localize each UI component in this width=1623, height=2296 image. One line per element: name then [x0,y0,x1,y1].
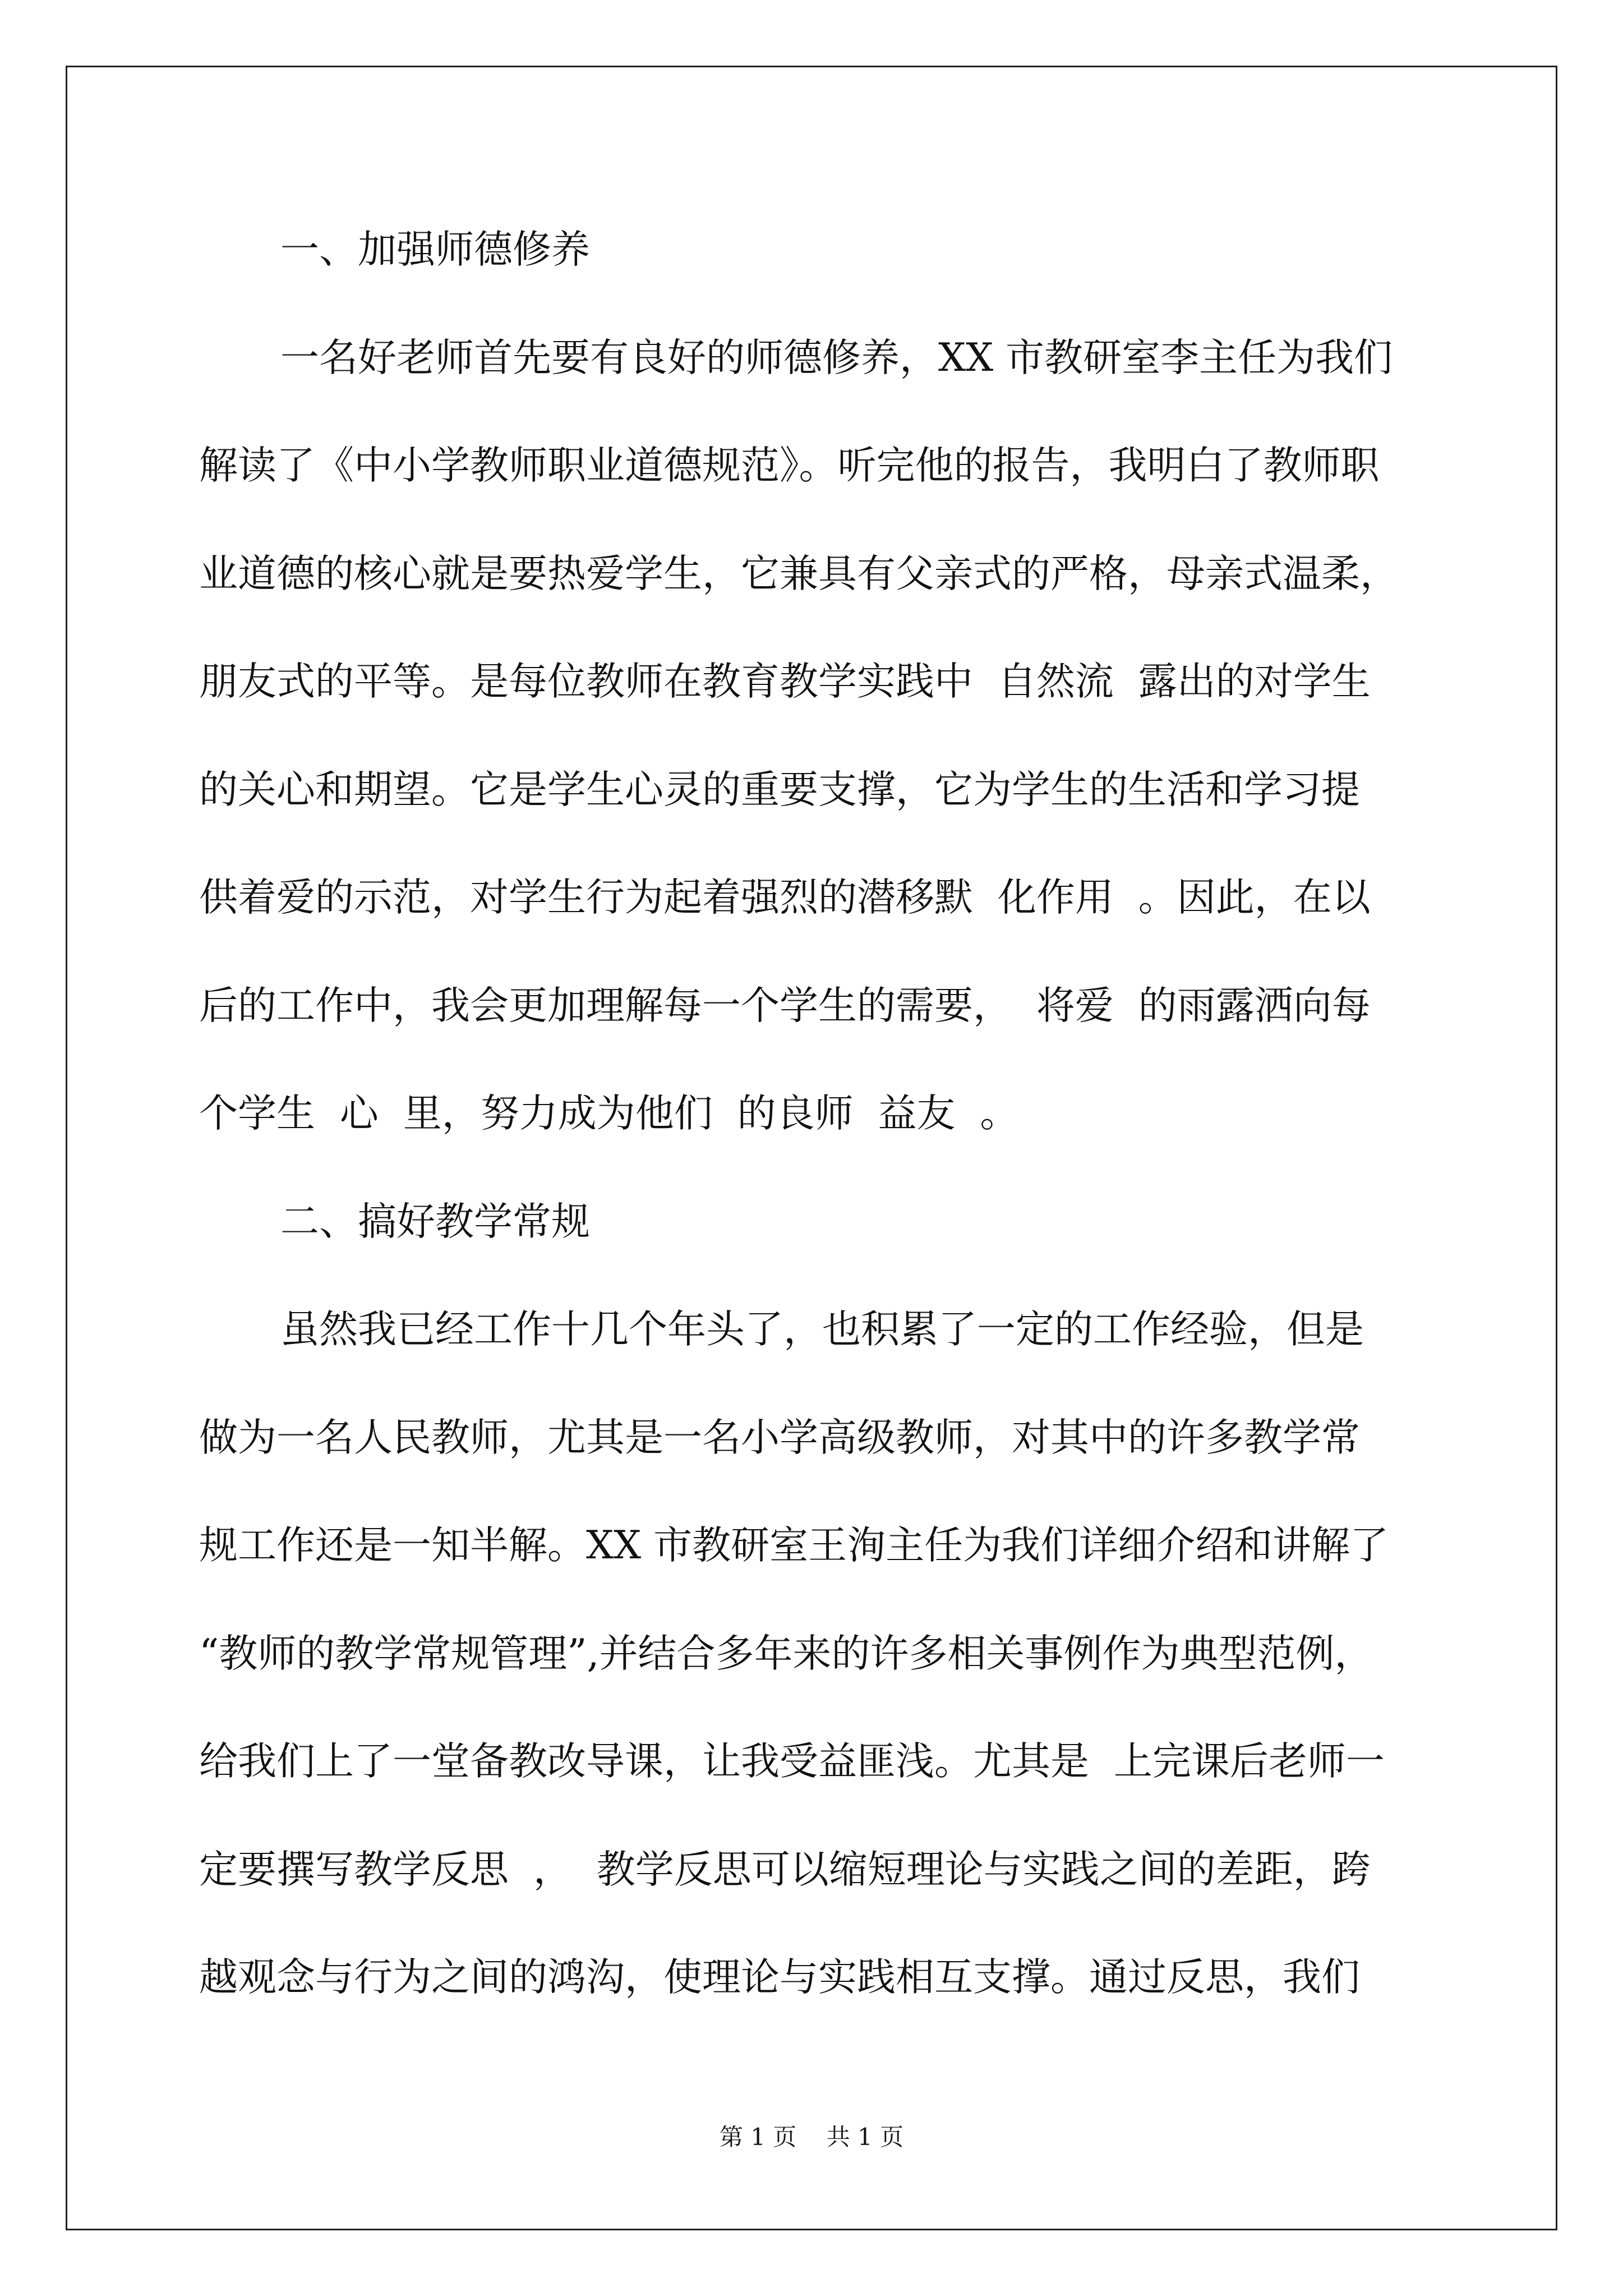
paragraph-line: “教师的教学常规管理”,并结合多年来的许多相关事例作为典型范例， [199,1631,1373,1676]
paragraph-line: 业道德的核心就是要热爱学生，它兼具有父亲式的严格，母亲式温柔， [199,551,1399,596]
paragraph-line: 一名好老师首先要有良好的师德修养，XX 市教研室李主任为我们 [280,335,1393,380]
paragraph-line: 规工作还是一知半解。XX 市教研室王洵主任为我们详细介绍和讲解了 [199,1523,1389,1568]
paragraph-line: 给我们上了一堂备教改导课，让我受益匪浅。尤其是 上完课后老师一 [199,1739,1385,1784]
paragraph-line: 越观念与行为之间的鸿沟，使理论与实践相互支撑。通过反思，我们 [199,1955,1360,2000]
paragraph-line: 后的工作中，我会更加理解每一个学生的需要， 将爱 的雨露洒向每 [199,983,1371,1028]
paragraph-line: 供着爱的示范，对学生行为起着强烈的潜移默 化作用 。因此，在以 [199,875,1371,920]
section-heading-2: 二、搞好教学常规 [280,1199,590,1244]
paragraph-line: 虽然我已经工作十几个年头了，也积累了一定的工作经验，但是 [280,1307,1364,1352]
page-footer: 第 1 页 共 1 页 [719,2123,904,2151]
paragraph-line: 定要撰写教学反思 ， 教学反思可以缩短理论与实践之间的差距，跨 [199,1847,1371,1892]
section-heading-1: 一、加强师德修养 [280,227,590,272]
paragraph-line: 个学生 心 里，努力成为他们 的良师 益友 。 [199,1091,1019,1136]
paragraph-line: 做为一名人民教师，尤其是一名小学高级教师，对其中的许多教学常 [199,1415,1360,1460]
paragraph-line: 朋友式的平等。是每位教师在教育教学实践中 自然流 露出的对学生 [199,659,1371,704]
paragraph-line: 解读了《中小学教师职业道德规范》。听完他的报告，我明白了教师职 [199,443,1380,488]
paragraph-line: 的关心和期望。它是学生心灵的重要支撑，它为学生的生活和学习提 [199,767,1360,812]
page-border [66,66,1557,2230]
